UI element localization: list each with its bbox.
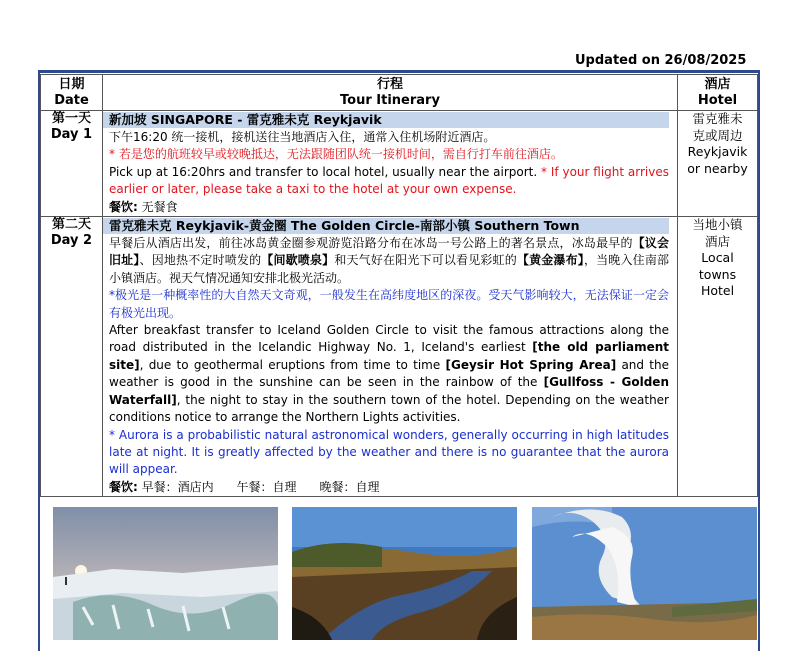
hotel-cell: 当地小镇 酒店 Local towns Hotel [678,217,758,497]
day-label: 第一天 Day 1 [41,111,103,217]
hotel-header: 酒店 Hotel [678,75,758,111]
updated-date: Updated on 26/08/2025 [575,53,747,68]
cn-aurora-note: *极光是一种概率性的大自然天文奇观，一般发生在高纬度地区的深夜。受天气影响较大，无法保证一定会有极光出现。 [109,288,669,320]
en-aurora-note: * Aurora is a probabilistic natural astronomical wonders, generally occurring in high latitudes late at night. It is greatly affected by the weather and there is no guarantee that the aurora will appear. [109,427,669,477]
itinerary-header: 行程 Tour Itinerary [103,75,678,111]
frozen-waterfall-photo [53,507,278,640]
cn-description: 下午16:20 统一接机，接机送往当地酒店入住，通常入住机场附近酒店。 [109,130,496,144]
cn-description: 早餐后从酒店出发，前往冰岛黄金圈参观游览沿路分布在冰岛一号公路上的著名景点，冰岛最早的【议会旧址】、因地热不定时喷发的【间歇喷泉】和天气好在阳光下可以看见彩虹的【黄金瀑布】，当晚入住南部小镇酒店。视天气情况通知安排北极光活动。 [109,236,669,285]
day-row [41,111,758,217]
day-content [103,217,678,497]
geysir-steam-photo [532,507,757,640]
highlight-gullfoss: 【黄金瀑布】 [516,253,584,268]
cn-note: * 若是您的航班较早或较晚抵达，无法跟随团队统一接机时间，需自行打车前往酒店。 [109,147,563,162]
day-content [103,111,678,217]
day-title: 雷克雅未克 Reykjavik-黄金圈 The Golden Circle-南部小镇 Southern Town [103,218,677,234]
day-row [41,217,758,497]
en-description: After breakfast transfer to Iceland Golden Circle to visit the famous attractions along the road distributed in the Icelandic Highway No. 1, Iceland's earliest [the old parliament site], due to geothermal eruptions from time to time [Geysir Hot Spring Area] and the weather is good in the sunshine can be seen in the rainbow of the [Gullfoss - Golden Waterfall], the night to stay in the southern town of the hotel. Depending on the weather conditions notice to arrange the Northern Lights activities. [109,323,669,425]
rift-valley-river-photo [292,507,517,640]
photo-strip [40,496,758,652]
header-row [41,75,758,111]
date-header: 日期 Date [41,75,103,111]
day-title: 新加坡 SINGAPORE - 雷克雅未克 Reykjavik [103,112,677,128]
itinerary-table [40,74,758,497]
highlight-parliament: 【议会旧址】 [109,236,669,268]
meal-info: 餐饮: 早餐：酒店内 午餐：自理 晚餐：自理 [109,479,380,494]
highlight-geysir: 【间歇喷泉】 [261,253,335,268]
meal-info: 餐饮: 无餐食 [109,199,178,214]
day-label: 第二天 Day 2 [41,217,103,497]
hotel-cell: 雷克雅未 克或周边 Reykjavik or nearby [678,111,758,217]
en-description: Pick up at 16:20hrs and transfer to local hotel, usually near the airport. * If your flight arrives earlier or later, please take a taxi to the hotel at your own expense. [109,164,670,197]
en-note: * If your flight arrives earlier or later, please take a taxi to the hotel at your own expense. [109,164,670,197]
